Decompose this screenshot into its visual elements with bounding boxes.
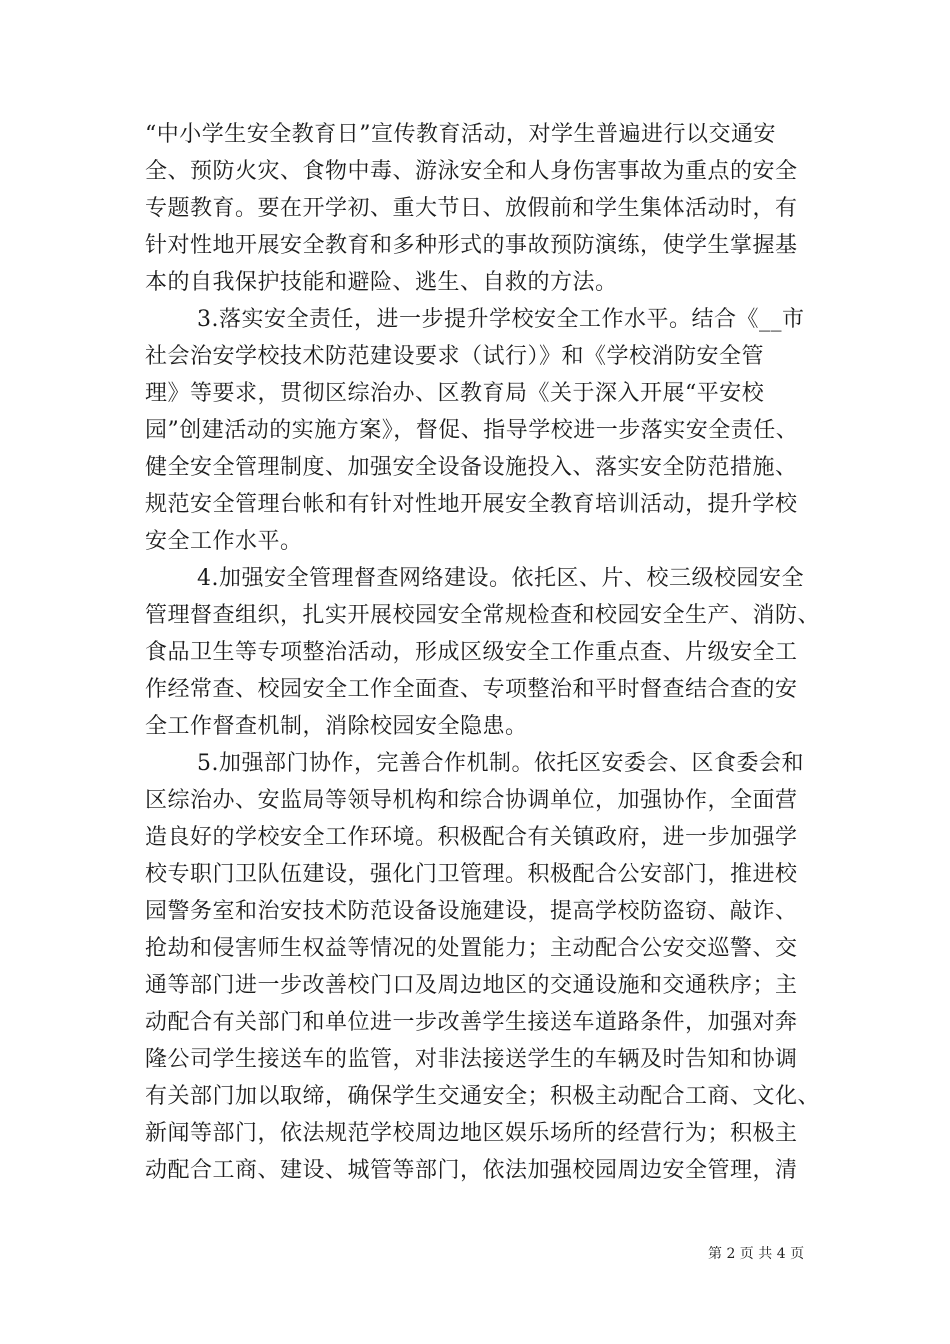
paragraph-4-start: 4.加强安全管理督查网络建设。依托区、片、校三级校园安全 (197, 566, 804, 591)
page-number: 第 2 页 共 4 页 (708, 1246, 805, 1262)
text-line: 区综治办、安监局等领导机构和综合协调单位，加强协作，全面营 (145, 788, 798, 813)
text-line: 本的自我保护技能和避险、逃生、自救的方法。 (145, 270, 618, 295)
text-line: “中小学生安全教育日”宣传教育活动，对学生普遍进行以交通安 (145, 122, 776, 147)
text-line: 理》等要求，贯彻区综治办、区教育局《关于深入开展“平安校 (145, 381, 765, 406)
text-line: 隆公司学生接送车的监管，对非法接送学生的车辆及时告知和协调 (145, 1047, 798, 1072)
text-line: 专题教育。要在开学初、重大节日、放假前和学生集体活动时，有 (145, 196, 798, 221)
text-line: 抢劫和侵害师生权益等情况的处置能力；主动配合公安交巡警、交 (145, 936, 798, 961)
text-line: 全工作督查机制，消除校园安全隐患。 (145, 714, 528, 739)
text-line: 管理督查组织，扎实开展校园安全常规检查和校园安全生产、消防、 (145, 603, 821, 628)
text-line: 安全工作水平。 (145, 529, 303, 554)
text-line: 食品卫生等专项整治活动，形成区级安全工作重点查、片级安全工 (145, 640, 798, 665)
text-line: 动配合工商、建设、城管等部门，依法加强校园周边安全管理，清 (145, 1158, 798, 1183)
text-line: 全、预防火灾、食物中毒、游泳安全和人身伤害事故为重点的安全 (145, 159, 798, 184)
text-line: 健全安全管理制度、加强安全设备设施投入、落实安全防范措施、 (145, 455, 798, 480)
paragraph-3-start: 3.落实安全责任，进一步提升学校安全工作水平。结合《__市 (197, 307, 805, 332)
text-line: 园警务室和治安技术防范设备设施建设，提高学校防盗窃、敲诈、 (145, 899, 798, 924)
text-line: 规范安全管理台帐和有针对性地开展安全教育培训活动，提升学校 (145, 492, 798, 517)
text-line: 社会治安学校技术防范建设要求（试行）》和《学校消防安全管 (145, 344, 765, 369)
text-line: 新闻等部门，依法规范学校周边地区娱乐场所的经营行为；积极主 (145, 1121, 798, 1146)
paragraph-5-start: 5.加强部门协作，完善合作机制。依托区安委会、区食委会和 (197, 751, 804, 776)
text-line: 有关部门加以取缔，确保学生交通安全；积极主动配合工商、文化、 (145, 1084, 821, 1109)
text-line: 针对性地开展安全教育和多种形式的事故预防演练，使学生掌握基 (145, 233, 798, 258)
text-line: 校专职门卫队伍建设，强化门卫管理。积极配合公安部门，推进校 (145, 862, 798, 887)
text-line: 造良好的学校安全工作环境。积极配合有关镇政府，进一步加强学 (145, 825, 798, 850)
text-line: 园”创建活动的实施方案》，督促、指导学校进一步落实安全责任、 (145, 418, 799, 443)
text-line: 作经常查、校园安全工作全面查、专项整治和平时督查结合查的安 (145, 677, 798, 702)
text-line: 通等部门进一步改善校门口及周边地区的交通设施和交通秩序；主 (145, 973, 798, 998)
text-line: 动配合有关部门和单位进一步改善学生接送车道路条件，加强对奔 (145, 1010, 798, 1035)
